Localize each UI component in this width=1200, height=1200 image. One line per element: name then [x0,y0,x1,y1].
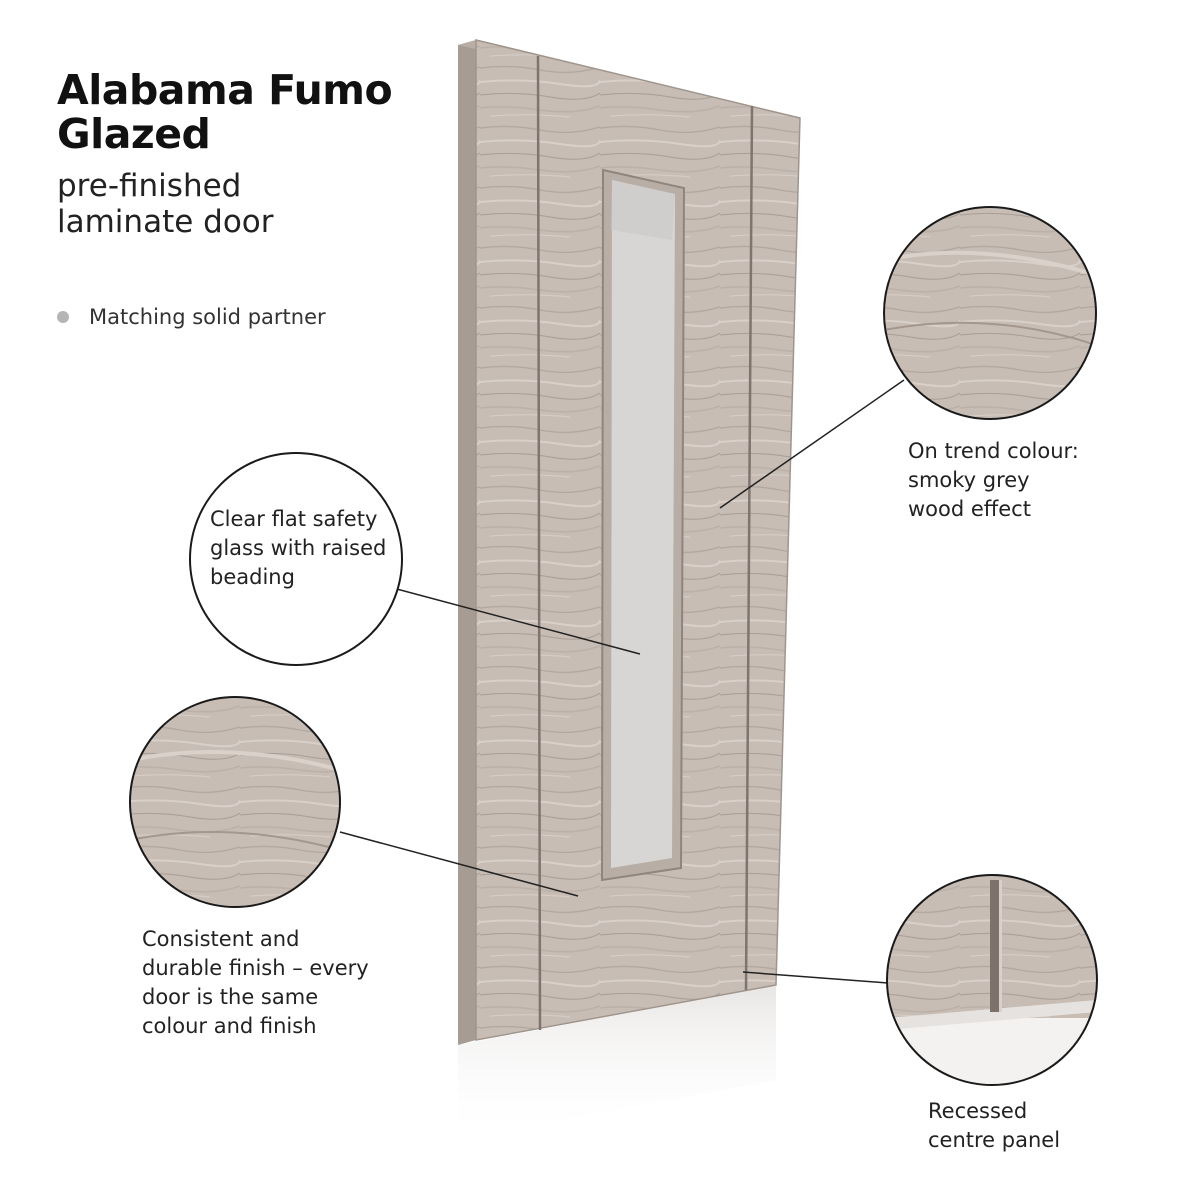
callout-glass-line: beading [210,565,295,589]
callout-glass [210,505,386,592]
door-edge [458,40,476,1045]
product-subtitle-line-1: pre-finished [57,168,242,204]
callout-colour-line: On trend colour: [908,439,1079,463]
callout-glass-line: glass with raised [210,536,387,560]
product-title [57,68,392,156]
texture-circle-colour [884,207,1096,419]
texture-circle-finish [130,697,340,907]
product-subtitle-line-2: laminate door [57,204,274,240]
callout-glass-line: Clear flat safety [210,507,378,531]
callout-colour-line: smoky grey [908,468,1030,492]
feature-bullet [57,305,326,329]
callout-finish [142,925,369,1041]
callout-finish-line: colour and finish [142,1014,317,1038]
product-title-line-1: Alabama Fumo [57,66,393,114]
callout-panel-line: Recessed [928,1099,1028,1123]
feature-text: Matching solid partner [89,305,326,329]
callout-finish-line: durable finish – every [142,956,369,980]
callout-colour [908,437,1079,524]
callout-panel [928,1097,1060,1155]
product-title-line-2: Glazed [57,110,211,158]
glass-panel [611,180,675,868]
callout-finish-line: door is the same [142,985,319,1009]
callout-finish-line: Consistent and [142,927,300,951]
callout-panel-line: centre panel [928,1128,1061,1152]
product-subtitle [57,168,274,240]
callout-colour-line: wood effect [908,497,1031,521]
bullet-dot-icon [57,311,69,323]
